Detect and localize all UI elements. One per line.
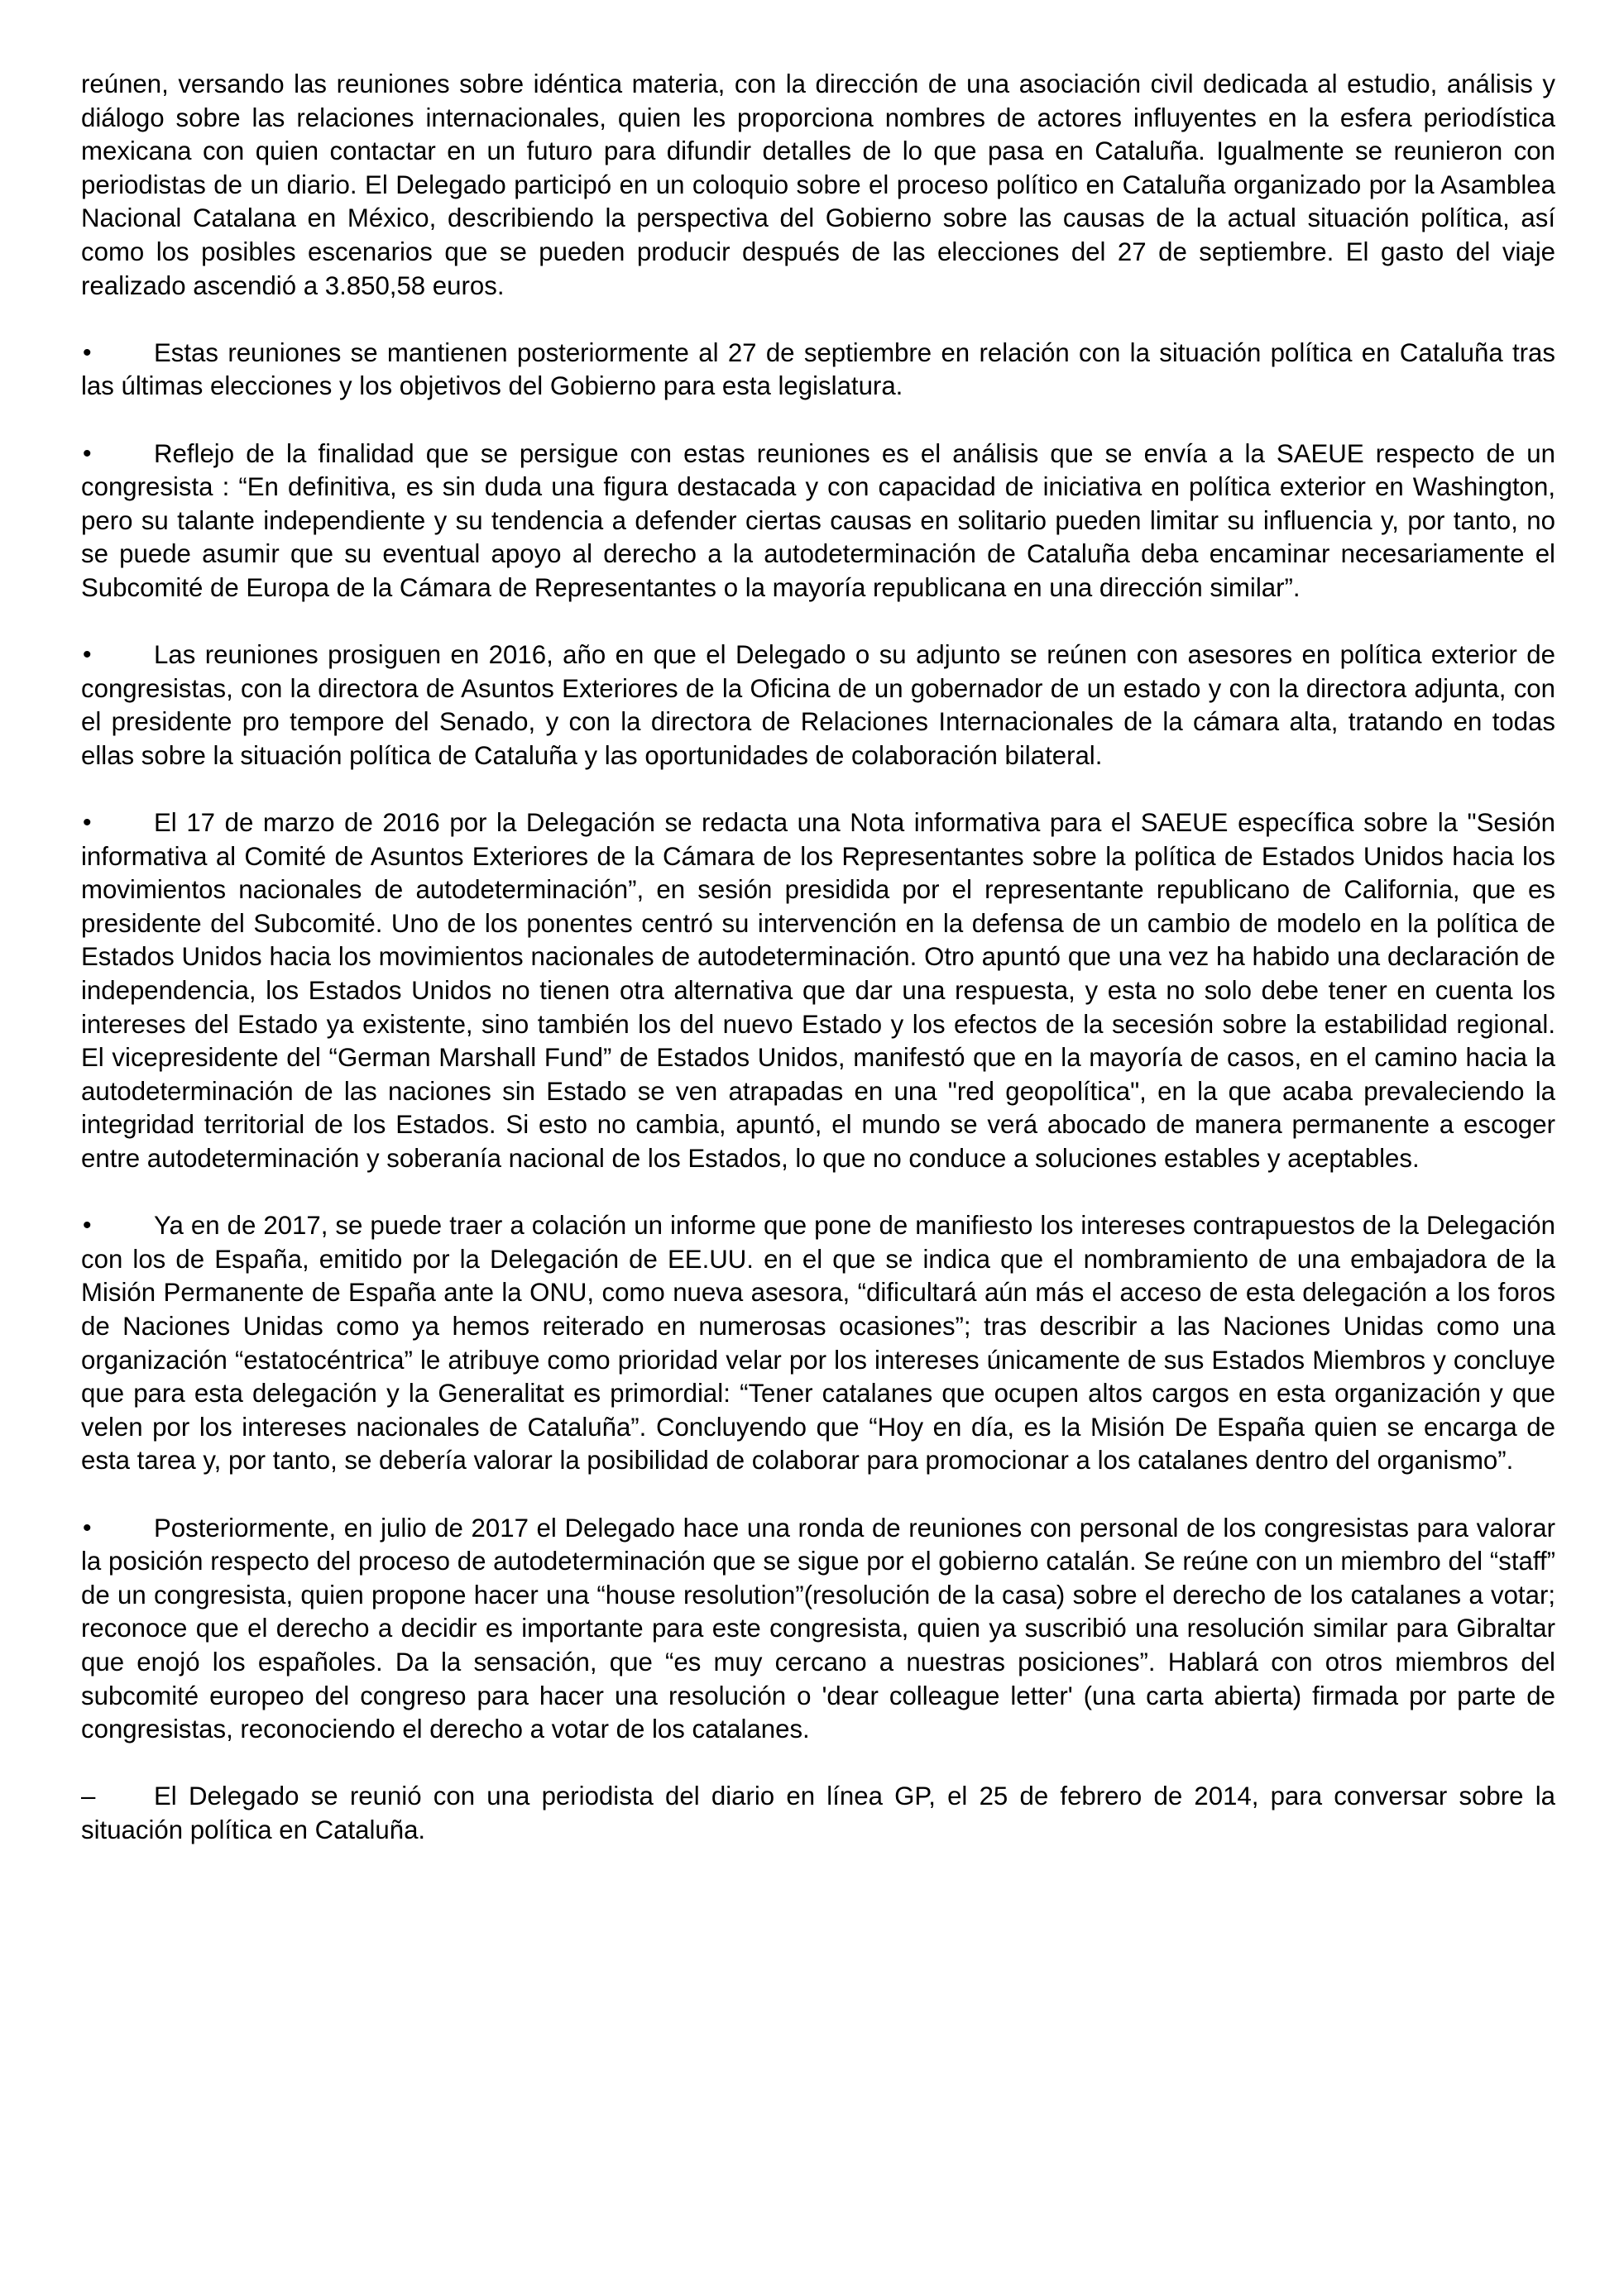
list-item [81,337,1555,404]
list-item [81,1512,1555,1747]
bullet-icon: • [83,641,92,669]
paragraph-text: Las reuniones prosiguen en 2016, año en que el Delegado o su adjunto se reúnen con asesores en política exterior de congresistas, con la directora de Asuntos Exteriores de la Oficina de un gobernador de un estado y con la directora adjunta, con el presidente pro tempore del Senado, y con la directora de Relaciones Internacionales de la cámara alta, tratando en todas ellas sobre la situación política de Cataluña y las oportunidades de colaboración bilateral. [81,640,1555,770]
paragraph-text: El 17 de marzo de 2016 por la Delegación se redacta una Nota informativa para el SAEUE específica sobre la "Sesión informativa al Comité de Asuntos Exteriores de la Cámara de los Representantes sobre la política de Estados Unidos hacia los movimientos nacionales de autodeterminación”, en sesión presidida por el representante republicano de California, que es presidente del Subcomité. Uno de los ponentes centró su intervención en la defensa de un cambio de modelo en la política de Estados Unidos hacia los movimientos nacionales de autodeterminación. Otro apuntó que una vez ha habido una declaración de independencia, los Estados Unidos no tienen otra alternativa que dar una respuesta, y esta no solo debe tener en cuenta los intereses del Estado ya existente, sino también los del nuevo Estado y los efectos de la secesión sobre la estabilidad regional. El vicepresidente del “German Marshall Fund” de Estados Unidos, manifestó que en la mayoría de casos, en el camino hacia la autodeterminación de las naciones sin Estado se ven atrapadas en una "red geopolítica", en la que acaba prevaleciendo la integridad territorial de los Estados. Si esto no cambia, apuntó, el mundo se verá abocado de manera permanente a escoger entre autodeterminación y soberanía nacional de los Estados, lo que no conduce a soluciones estables y aceptables. [81,808,1555,1173]
document-page [81,68,1555,1881]
bullet-icon: • [83,439,92,467]
paragraph-text: Estas reuniones se mantienen posteriormente al 27 de septiembre en relación con la situación política en Cataluña tras las últimas elecciones y los objetivos del Gobierno para esta legislatura. [81,337,1555,401]
paragraph-text: Ya en de 2017, se puede traer a colación un informe que pone de manifiesto los intereses contrapuestos de la Delegación con los de España, emitido por la Delegación de EE.UU. en el que se indica que el nombramiento de una embajadora de la Misión Permanente de España ante la ONU, como nueva asesora, “dificultará aún más el acceso de esta delegación a los foros de Naciones Unidas como ya hemos reiterado en numerosas ocasiones”; tras describir a las Naciones Unidas como una organización “estatocéntrica” le atribuye como prioridad velar por los intereses únicamente de sus Estados Miembros y concluye que para esta delegación y la Generalitat es primordial: “Tener catalanes que ocupen altos cargos en esta organización y que velen por los intereses nacionales de Cataluña”. Concluyendo que “Hoy en día, es la Misión De España quien se encarga de esta tarea y, por tanto, se debería valorar la posibilidad de colaborar para promocionar a los catalanes dentro del organismo”. [81,1211,1555,1476]
bullet-icon: • [83,1514,92,1542]
paragraph-text: Reflejo de la finalidad que se persigue con estas reuniones es el análisis que se envía a la SAEUE respecto de un congresista : “En definitiva, es sin duda una figura destacada y con capacidad de iniciativa en política exterior en Washington, pero su talante independiente y su tendencia a defender ciertas causas en solitario pueden limitar su influencia y, por tanto, no se puede asumir que su eventual apoyo al derecho a la autodeterminación de Cataluña deba encaminar necesariamente el Subcomité de Europa de la Cámara de Representantes o la mayoría republicana en una dirección similar”. [81,438,1555,602]
paragraph-text: Posteriormente, en julio de 2017 el Delegado hace una ronda de reuniones con personal de los congresistas para valorar la posición respecto del proceso de autodeterminación que se sigue por el gobierno catalán. Se reúne con un miembro del “staff” de un congresista, quien propone hacer una “house resolution”(resolución de la casa) sobre el derecho de los catalanes a votar; reconoce que el derecho a decidir es importante para este congresista, quien ya suscribió una resolución similar para Gibraltar que enojó los españoles. Da la sensación, que “es muy cercano a nuestras posiciones”. Hablará con otros miembros del subcomité europeo del congreso para hacer una resolución o 'dear colleague letter' (una carta abierta) firmada por parte de congresistas, reconociendo el derecho a votar de los catalanes. [81,1513,1555,1744]
paragraph-text: reúnen, versando las reuniones sobre idéntica materia, con la dirección de una asociación civil dedicada al estudio, análisis y diálogo sobre las relaciones internacionales, quien les proporciona nombres de actores influyentes en la esfera periodística mexicana con quien contactar en un futuro para difundir detalles de lo que pasa en Cataluña. Igualmente se reunieron con periodistas de un diario. El Delegado participó en un coloquio sobre el proceso político en Cataluña organizado por la Asamblea Nacional Catalana en México, describiendo la perspectiva del Gobierno sobre las causas de la actual situación política, así como los posibles escenarios que se pueden producir después de las elecciones del 27 de septiembre. El gasto del viaje realizado ascendió a 3.850,58 euros. [81,69,1555,300]
bullet-icon: • [83,809,92,837]
list-item [81,1209,1555,1478]
list-item [81,639,1555,773]
list-item [81,438,1555,605]
paragraph-intro [81,68,1555,303]
list-item [81,806,1555,1176]
list-item [81,1780,1555,1847]
bullet-icon: • [83,338,92,366]
paragraph-text: El Delegado se reunió con una periodista del diario en línea GP, el 25 de febrero de 2014, para conversar sobre la situación política en Cataluña. [81,1782,1555,1844]
dash-icon: – [81,1782,96,1811]
bullet-icon: • [83,1212,92,1240]
